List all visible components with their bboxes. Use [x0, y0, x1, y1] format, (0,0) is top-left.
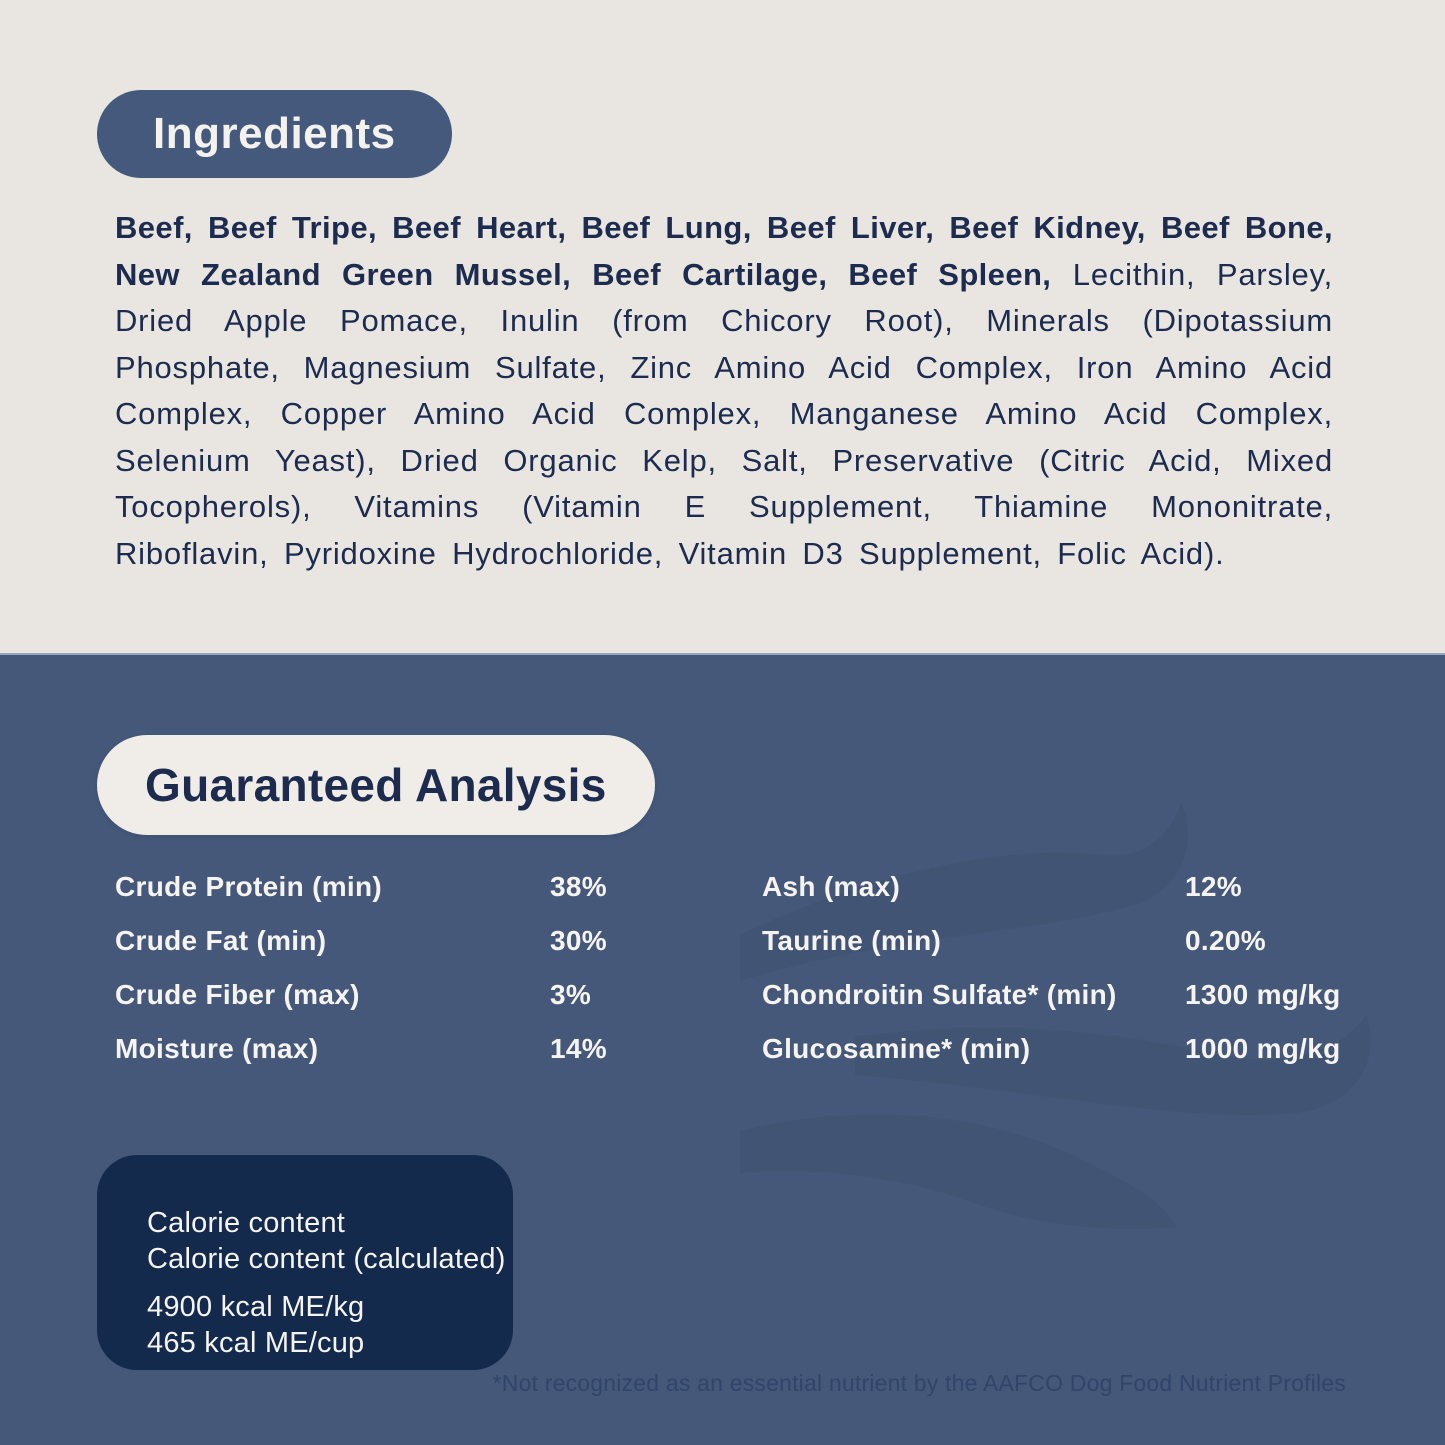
analysis-label: Crude Protein (min)	[115, 871, 383, 902]
analysis-label: Glucosamine* (min)	[762, 1033, 1031, 1064]
calorie-value-line: 465 kcal ME/cup	[147, 1327, 365, 1359]
analysis-label: Crude Fiber (max)	[115, 979, 360, 1010]
guaranteed-analysis-title: Guaranteed Analysis	[145, 759, 607, 811]
analysis-label: Taurine (min)	[762, 925, 942, 956]
analysis-value: 30%	[550, 925, 607, 956]
ingredients-primary: Beef, Beef Tripe, Beef Heart, Beef Lung, Beef Liver, Beef Kidney, Beef Bone, New Zealand Green Mussel, Beef Cartilage, Beef Spleen,	[115, 210, 1333, 292]
analysis-value: 38%	[550, 871, 607, 902]
analysis-value: 3%	[550, 979, 592, 1010]
analysis-label: Moisture (max)	[115, 1033, 319, 1064]
calorie-value-line: 4900 kcal ME/kg	[147, 1291, 365, 1323]
analysis-value: 1300 mg/kg	[1185, 979, 1341, 1010]
calorie-heading-line: Calorie content	[147, 1207, 346, 1239]
analysis-label: Chondroitin Sulfate* (min)	[762, 979, 1117, 1010]
calorie-content-card	[97, 1155, 513, 1370]
analysis-label: Ash (max)	[762, 871, 901, 902]
calorie-heading-line: Calorie content (calculated)	[147, 1243, 506, 1275]
spacer	[147, 1277, 513, 1289]
ingredients-section	[0, 0, 1445, 653]
analysis-left-labels	[115, 860, 382, 1076]
guaranteed-analysis-pill	[97, 735, 655, 835]
ingredients-list	[115, 205, 1333, 577]
aafco-footnote: *Not recognized as an essential nutrient by the AAFCO Dog Food Nutrient Profiles	[492, 1370, 1346, 1396]
analysis-value: 1000 mg/kg	[1185, 1033, 1341, 1064]
ingredients-title: Ingredients	[153, 109, 396, 158]
analysis-right-labels	[762, 860, 1117, 1076]
analysis-label: Crude Fat (min)	[115, 925, 327, 956]
ingredients-pill	[97, 90, 452, 178]
analysis-value: 12%	[1185, 871, 1242, 902]
analysis-right-values	[1185, 860, 1341, 1076]
ingredients-secondary: Lecithin, Parsley, Dried Apple Pomace, Inulin (from Chicory Root), Minerals (Dipotassium Phosphate, Magnesium Sulfate, Zinc Amino Acid Complex, Iron Amino Acid Complex, Copper Amino Acid Complex, Manganese Amino Acid Complex, Selenium Yeast), Dried Organic Kelp, Salt, Preservative (Citric Acid, Mixed Tocopherols), Vitamins (Vitamin E Supplement, Thiamine Mononitrate, Riboflavin, Pyridoxine Hydrochloride, Vitamin D3 Supplement, Folic Acid).	[115, 256, 1333, 571]
analysis-value: 0.20%	[1185, 925, 1266, 956]
analysis-left-values	[550, 860, 607, 1076]
analysis-value: 14%	[550, 1033, 607, 1064]
guaranteed-analysis-section	[0, 653, 1445, 1445]
